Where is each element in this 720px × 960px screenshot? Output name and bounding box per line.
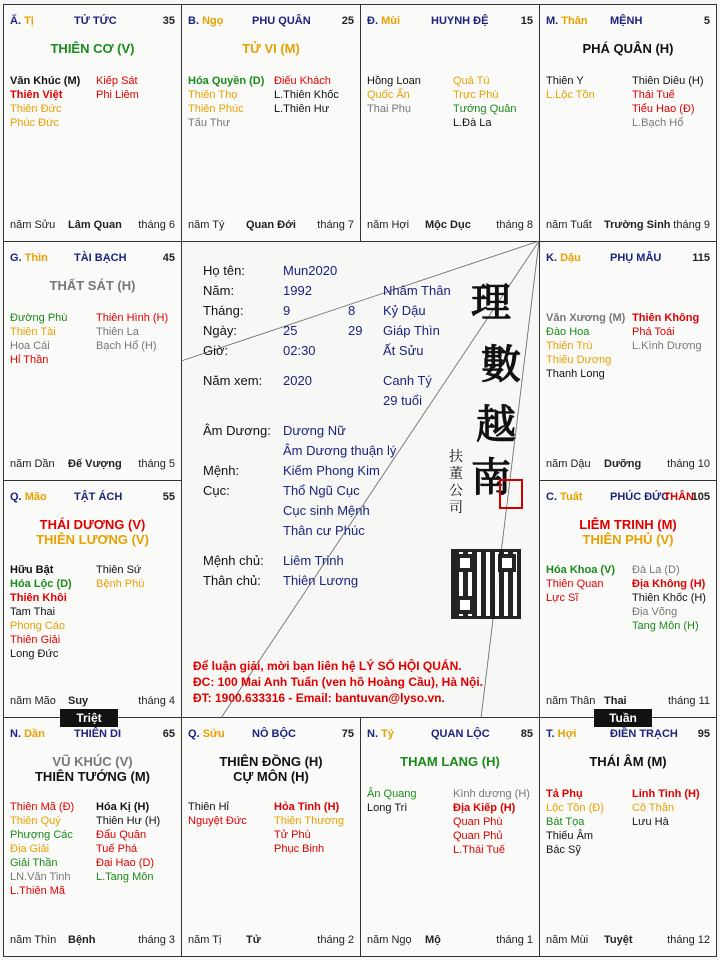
palace-number: 45 xyxy=(162,252,175,264)
right-stars-column xyxy=(274,800,344,856)
life-stage: Mộc Dục xyxy=(425,219,471,231)
star-item: Lưu Hà xyxy=(632,816,669,828)
day-label: Ngày: xyxy=(203,323,237,338)
palace-footer xyxy=(367,934,533,948)
yinyang-relation: Âm Dương thuận lý xyxy=(283,443,397,458)
star-item: Văn Khúc (M) xyxy=(10,75,81,87)
month-label: tháng 4 xyxy=(138,695,175,707)
month-can: Kỷ Dậu xyxy=(383,303,426,318)
star-item: Thái Tuế xyxy=(632,89,675,101)
star-item: Thiên Khốc (H) xyxy=(632,592,706,604)
palace-header xyxy=(188,728,354,744)
palace-name: TẬT ÁCH xyxy=(74,491,123,503)
palace-mui xyxy=(360,4,540,242)
heavenly-stem: C. xyxy=(546,491,557,503)
heavenly-stem: B. xyxy=(188,15,199,27)
palace-ti xyxy=(3,4,182,242)
star-item: Tấu Thư xyxy=(188,117,231,129)
star-item: L.Kình Dương xyxy=(632,340,702,352)
palace-header xyxy=(367,15,533,31)
heavenly-stem: N. xyxy=(367,728,378,740)
palace-footer xyxy=(10,934,175,948)
earthly-branch: Ngọ xyxy=(202,15,224,27)
calligraphy-char-1: 理 xyxy=(471,279,511,326)
star-item: Ân Quang xyxy=(367,788,417,800)
life-stage: Đế Vượng xyxy=(68,458,122,470)
star-item: Quan Phủ xyxy=(453,830,503,842)
left-stars-column xyxy=(546,311,625,381)
left-stars-column xyxy=(188,800,247,828)
star-item: Đường Phù xyxy=(10,312,68,324)
palace-number: 85 xyxy=(520,728,533,740)
star-item: Thiên Quan xyxy=(546,578,604,590)
palace-footer xyxy=(188,219,354,233)
star-item: Hóa Lộc (D) xyxy=(10,578,72,590)
star-item: Địa Võng xyxy=(632,606,678,618)
left-stars-column xyxy=(367,74,421,116)
than-marker: THÂN xyxy=(663,491,694,503)
star-item: Quả Tú xyxy=(453,75,490,87)
palace-number: 55 xyxy=(162,491,175,503)
main-star: THIÊN ĐỒNG (H) xyxy=(219,754,323,769)
menh-chu-label: Mệnh chủ: xyxy=(203,553,264,568)
hour-label: Giờ: xyxy=(203,343,229,358)
earthly-branch: Dậu xyxy=(560,252,581,264)
day-can: Giáp Thìn xyxy=(383,323,440,338)
palace-number: 115 xyxy=(692,252,710,264)
star-item: Tam Thai xyxy=(10,606,56,618)
star-item: L.Lộc Tồn xyxy=(546,89,595,101)
earthly-branch: Hợi xyxy=(557,728,577,740)
star-item: Nguyệt Đức xyxy=(188,815,247,827)
earthly-branch: Mão xyxy=(24,491,47,503)
palace-footer xyxy=(367,219,533,233)
age-value: 29 tuổi xyxy=(383,393,423,408)
palace-header xyxy=(188,15,354,31)
palace-ngo xyxy=(181,4,361,242)
main-star: VŨ KHÚC (V) xyxy=(52,754,133,769)
palace-footer xyxy=(10,695,175,709)
star-item: Tiểu Hao (Đ) xyxy=(632,103,695,115)
year-label: năm Dần xyxy=(10,458,55,470)
star-item: Tướng Quân xyxy=(453,103,517,115)
palace-name: NÔ BỘC xyxy=(252,728,296,740)
left-stars-column xyxy=(10,311,67,367)
right-stars-column xyxy=(96,74,139,102)
month-label: tháng 8 xyxy=(496,219,533,231)
star-item: Bát Tọa xyxy=(546,816,585,828)
palace-name: QUAN LỘC xyxy=(431,728,490,740)
star-item: Hữu Bật xyxy=(10,564,54,576)
palace-header xyxy=(10,252,175,268)
palace-footer xyxy=(546,934,710,948)
day-solar: 25 xyxy=(283,323,298,338)
earthly-branch: Sửu xyxy=(202,728,225,740)
star-item: Long Đức xyxy=(10,648,59,660)
year-label: năm Tị xyxy=(188,934,222,946)
year-label: năm Thìn xyxy=(10,934,57,946)
star-item: Linh Tinh (H) xyxy=(632,788,700,800)
star-item: Hóa Quyền (D) xyxy=(188,75,265,87)
palace-header xyxy=(10,491,175,507)
star-item: L.Thái Tuế xyxy=(453,844,505,856)
star-item: L.Thiên Mã xyxy=(10,885,66,897)
year-label: năm Tuất xyxy=(546,219,592,231)
view-year-value: 2020 xyxy=(283,373,312,388)
right-stars-column xyxy=(632,787,700,829)
menh-chu-value: Liêm Trinh xyxy=(283,553,344,568)
than-chu-label: Thân chủ: xyxy=(203,573,261,588)
left-stars-column xyxy=(546,787,604,857)
year-label: năm Tý xyxy=(188,219,225,231)
main-star: THÁI DƯƠNG (V) xyxy=(39,517,146,532)
right-stars-column xyxy=(453,74,517,130)
star-item: Quốc Ấn xyxy=(367,89,410,101)
star-item: Thiên Khôi xyxy=(10,592,67,604)
heavenly-stem: Q. xyxy=(10,491,22,503)
year-label: năm Thân xyxy=(546,695,596,707)
earthly-branch: Thìn xyxy=(24,252,48,264)
star-item: Thiên Hư (H) xyxy=(96,815,161,827)
star-item: LN.Văn Tinh xyxy=(10,871,71,883)
month-label: tháng 10 xyxy=(667,458,710,470)
star-item: Phi Liêm xyxy=(96,89,139,101)
main-star: LIÊM TRINH (M) xyxy=(579,517,677,532)
month-label: tháng 6 xyxy=(138,219,175,231)
star-item: Đại Hao (D) xyxy=(96,857,155,869)
life-stage: Dưỡng xyxy=(604,458,642,470)
palace-dau xyxy=(539,241,717,481)
left-stars-column xyxy=(10,800,74,898)
menh-label: Mệnh: xyxy=(203,463,240,478)
main-star: THIÊN PHỦ (V) xyxy=(582,532,674,547)
center-info-panel xyxy=(181,241,539,718)
star-item: Thiên Đức xyxy=(10,103,62,115)
star-item: Thiên Hình (H) xyxy=(96,312,169,324)
palace-number: 5 xyxy=(703,15,710,27)
heavenly-stem: N. xyxy=(10,728,21,740)
year-label: Năm: xyxy=(203,283,235,298)
star-item: Thiên Hỉ xyxy=(188,801,229,813)
main-star: THẤT SÁT (H) xyxy=(49,278,136,293)
star-item: Đà La (D) xyxy=(632,564,680,576)
right-stars-column xyxy=(274,74,339,116)
contact-line-2: ĐC: 100 Mai Anh Tuấn (ven hồ Hoàng Cầu), Hà Nội. xyxy=(193,675,484,689)
life-stage: Lâm Quan xyxy=(68,219,122,231)
calligraphy-char-2: 數 xyxy=(481,341,521,388)
star-item: Hóa Khoa (V) xyxy=(546,564,616,576)
star-item: Phá Toái xyxy=(632,326,675,338)
star-item: Thiên Trù xyxy=(546,340,593,352)
palace-footer xyxy=(10,219,175,233)
month-label: tháng 2 xyxy=(317,934,354,946)
star-item: Hỉ Thần xyxy=(10,354,49,366)
palace-name: PHÚC ĐỨC xyxy=(610,491,670,503)
palace-header xyxy=(367,728,533,744)
month-label: tháng 3 xyxy=(138,934,175,946)
year-label: năm Ngọ xyxy=(367,934,412,946)
star-item: Thiên La xyxy=(96,326,139,338)
palace-footer xyxy=(546,219,710,233)
star-item: Kình dương (H) xyxy=(453,788,530,800)
left-stars-column xyxy=(367,787,417,815)
month-label: tháng 5 xyxy=(138,458,175,470)
star-item: Địa Giải xyxy=(10,843,50,855)
star-item: Đào Hoa xyxy=(546,326,590,338)
palace-number: 65 xyxy=(162,728,175,740)
right-stars-column xyxy=(632,563,706,633)
star-item: Phục Binh xyxy=(274,843,325,855)
menh-value: Kiếm Phong Kim xyxy=(283,463,380,478)
palace-name: TÀI BẠCH xyxy=(74,252,127,264)
heavenly-stem: K. xyxy=(546,252,557,264)
seal-text: 扶董公司 xyxy=(449,449,463,516)
heavenly-stem: Đ. xyxy=(367,15,378,27)
star-item: Bệnh Phù xyxy=(96,578,145,590)
life-stage: Suy xyxy=(68,695,89,707)
earthly-branch: Dần xyxy=(24,728,45,740)
year-label: năm Sửu xyxy=(10,219,56,231)
main-star: PHÁ QUÂN (H) xyxy=(582,41,674,56)
palace-number: 15 xyxy=(520,15,533,27)
life-stage: Mộ xyxy=(425,934,441,946)
star-item: Thiên Y xyxy=(546,75,584,87)
palace-hoi xyxy=(539,717,717,957)
star-item: Cô Thần xyxy=(632,802,674,814)
main-star: THIÊN LƯƠNG (V) xyxy=(36,532,149,547)
earthly-branch: Tị xyxy=(24,15,34,27)
life-stage: Bệnh xyxy=(68,934,96,946)
star-item: Địa Kiếp (H) xyxy=(453,802,516,814)
month-label: tháng 7 xyxy=(317,219,354,231)
star-item: Hồng Loan xyxy=(367,75,421,87)
right-stars-column xyxy=(96,563,144,591)
than-chu-value: Thiên Lương xyxy=(283,573,359,588)
palace-header xyxy=(10,728,175,744)
star-item: Bác Sỹ xyxy=(546,844,581,856)
star-item: Tuế Phá xyxy=(96,843,138,855)
palace-than xyxy=(539,4,717,242)
palace-name: TỬ TỨC xyxy=(74,15,117,27)
year-label: năm Mùi xyxy=(546,934,589,946)
life-stage: Tử xyxy=(246,934,261,946)
yinyang-label: Âm Dương: xyxy=(203,423,271,438)
palace-name: HUYNH ĐỆ xyxy=(431,15,489,27)
right-stars-column xyxy=(96,311,168,353)
star-item: Thiên Giải xyxy=(10,634,61,646)
palace-ty xyxy=(360,717,540,957)
palace-number: 35 xyxy=(162,15,175,27)
palace-number: 105 xyxy=(691,491,710,503)
red-seal-icon xyxy=(499,479,523,509)
star-item: L.Đà La xyxy=(453,117,492,129)
star-item: L.Bạch Hổ xyxy=(632,117,684,129)
palace-thin xyxy=(3,241,182,481)
star-item: Thiên Mã (Đ) xyxy=(10,801,75,813)
star-item: Phong Cáo xyxy=(10,620,66,632)
palace-number: 75 xyxy=(341,728,354,740)
star-item: Thiên Tài xyxy=(10,326,56,338)
palace-name: PHU QUÂN xyxy=(252,15,311,27)
month-label: Tháng: xyxy=(203,303,244,318)
view-year-can: Canh Tý xyxy=(383,373,432,388)
palace-footer xyxy=(188,934,354,948)
star-item: Thiên Quý xyxy=(10,815,61,827)
star-item: Trực Phù xyxy=(453,89,499,101)
star-item: L.Thiên Khốc xyxy=(274,89,339,101)
main-star: THAM LANG (H) xyxy=(400,754,500,769)
life-stage: Trường Sinh xyxy=(604,219,671,231)
palace-name: MỆNH xyxy=(610,15,643,27)
day-lunar: 29 xyxy=(348,323,363,338)
left-stars-column xyxy=(188,74,264,130)
earthly-branch: Tý xyxy=(381,728,394,740)
star-item: Thiên Diêu (H) xyxy=(632,75,704,87)
earthly-branch: Thân xyxy=(561,15,588,27)
star-item: Giải Thần xyxy=(10,857,58,869)
star-item: Tử Phù xyxy=(274,829,311,841)
star-item: Thanh Long xyxy=(546,368,605,380)
star-item: L.Tang Môn xyxy=(96,871,154,883)
name-value: Mun2020 xyxy=(283,263,338,278)
calligraphy-char-3: 越 xyxy=(476,401,516,448)
heavenly-stem: Ấ. xyxy=(10,15,21,27)
star-item: Phúc Đức xyxy=(10,117,59,129)
year-label: năm Hợi xyxy=(367,219,410,231)
heavenly-stem: G. xyxy=(10,252,22,264)
main-star: THIÊN CƠ (V) xyxy=(50,41,135,56)
palace-dan xyxy=(3,717,182,957)
year-can: Nhâm Thân xyxy=(383,283,451,298)
right-stars-column xyxy=(632,311,702,353)
star-item: Đẩu Quân xyxy=(96,829,147,841)
palace-number: 25 xyxy=(341,15,354,27)
earthly-branch: Mùi xyxy=(381,15,401,27)
contact-line-3: ĐT: 1900.633316 - Email: bantuvan@lyso.vn. xyxy=(193,691,445,705)
palace-name: THIÊN DI xyxy=(74,728,122,740)
palace-number: 95 xyxy=(697,728,710,740)
star-item: Thiên Thọ xyxy=(188,89,238,101)
star-item: Quan Phù xyxy=(453,816,503,828)
month-label: tháng 11 xyxy=(667,695,710,707)
star-item: Thiếu Âm xyxy=(546,830,594,842)
palace-name: PHỤ MẪU xyxy=(610,252,662,264)
star-item: Lực Sĩ xyxy=(546,592,579,604)
left-stars-column xyxy=(546,74,595,102)
star-item: Địa Không (H) xyxy=(632,578,706,590)
star-item: Thiên Việt xyxy=(10,89,63,101)
right-stars-column xyxy=(96,800,160,884)
year-value: 1992 xyxy=(283,283,312,298)
star-item: Thai Phụ xyxy=(367,103,412,115)
palace-footer xyxy=(10,458,175,472)
cuc-label: Cục: xyxy=(203,483,230,498)
palace-tuat xyxy=(539,480,717,718)
left-stars-column xyxy=(10,74,80,130)
palace-name: ĐIỀN TRẠCH xyxy=(610,728,678,740)
yinyang-value: Dương Nữ xyxy=(283,423,346,438)
year-label: năm Dậu xyxy=(546,458,591,470)
year-label: năm Mão xyxy=(10,695,56,707)
main-star: THIÊN TƯỚNG (M) xyxy=(34,769,151,784)
star-item: Bạch Hổ (H) xyxy=(96,340,157,352)
heavenly-stem: M. xyxy=(546,15,559,27)
star-item: Thiên Thương xyxy=(274,815,345,827)
month-label: tháng 1 xyxy=(496,934,533,946)
star-item: Tang Môn (H) xyxy=(632,620,699,632)
star-item: Phượng Các xyxy=(10,829,73,841)
cuc-relation: Cục sinh Mệnh xyxy=(283,503,370,518)
earthly-branch: Tuất xyxy=(560,491,583,503)
calligraphy-char-4: 南 xyxy=(471,454,511,501)
life-stage: Quan Đới xyxy=(246,219,296,231)
star-item: Thiên Không xyxy=(632,312,700,324)
palace-footer xyxy=(546,695,710,709)
star-item: Lộc Tồn (Đ) xyxy=(546,802,604,814)
star-item: Tả Phụ xyxy=(546,788,583,800)
triet-badge: Triệt xyxy=(60,709,118,727)
palace-mao xyxy=(3,480,182,718)
star-item: Hỏa Tinh (H) xyxy=(274,801,340,813)
star-item: L.Thiên Hư xyxy=(274,103,330,115)
right-stars-column xyxy=(632,74,704,130)
main-star: TỬ VI (M) xyxy=(242,41,300,56)
palace-footer xyxy=(546,458,710,472)
tuan-badge: Tuần xyxy=(594,709,652,727)
month-solar: 9 xyxy=(283,303,291,318)
heavenly-stem: T. xyxy=(546,728,555,740)
palace-header xyxy=(546,15,710,31)
star-item: Hoa Cái xyxy=(10,340,50,352)
star-item: Kiếp Sát xyxy=(96,75,138,87)
hour-value: 02:30 xyxy=(283,343,316,358)
heavenly-stem: Q. xyxy=(188,728,200,740)
than-position: Thân cư Phúc xyxy=(283,523,365,538)
palace-header xyxy=(10,15,175,31)
main-star: CỰ MÔN (H) xyxy=(233,769,309,784)
life-stage: Thai xyxy=(604,695,627,707)
star-item: Điếu Khách xyxy=(274,75,331,87)
palace-suu xyxy=(181,717,361,957)
month-label: tháng 12 xyxy=(667,934,710,946)
palace-header xyxy=(546,728,710,744)
left-stars-column xyxy=(10,563,72,661)
left-stars-column xyxy=(546,563,615,605)
star-item: Hóa Kị (H) xyxy=(96,801,150,813)
month-label: tháng 9 xyxy=(673,219,710,231)
star-item: Long Trì xyxy=(367,802,408,814)
star-item: Thiếu Dương xyxy=(546,354,612,366)
life-stage: Tuyệt xyxy=(604,934,633,946)
month-lunar: 8 xyxy=(348,303,356,318)
name-label: Họ tên: xyxy=(203,263,245,278)
view-year-label: Năm xem: xyxy=(203,373,263,388)
contact-line-1: Để luận giải, mời bạn liên hệ LÝ SỐ HỘI QUÁN. xyxy=(193,659,462,673)
qr-code-icon xyxy=(451,549,521,619)
main-star: THÁI ÂM (M) xyxy=(589,754,667,769)
star-item: Thiên Sứ xyxy=(96,564,142,576)
palace-header xyxy=(546,252,710,268)
right-stars-column xyxy=(453,787,530,857)
cuc-value: Thổ Ngũ Cục xyxy=(283,483,360,498)
star-item: Thiên Phúc xyxy=(188,103,244,115)
hour-can: Ất Sửu xyxy=(383,343,424,358)
star-item: Văn Xương (M) xyxy=(546,312,626,324)
